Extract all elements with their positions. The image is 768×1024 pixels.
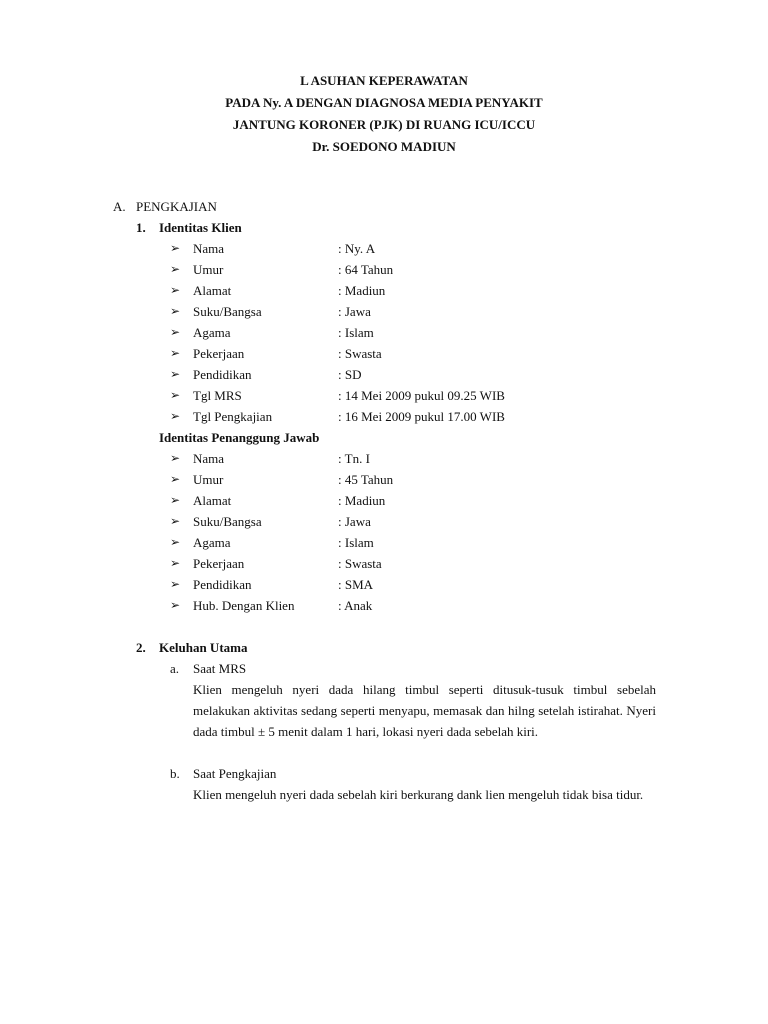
identitas-penanggung-heading: Identitas Penanggung Jawab	[159, 430, 320, 445]
field-label: Agama	[193, 535, 231, 550]
field-value: : 64 Tahun	[338, 262, 394, 277]
saat-mrs-paragraph: Klien mengeluh nyeri dada hilang timbul seperti ditusuk-tusuk timbul sebelah melakukan aktivitas sedang seperti menyapu, memasak dan hilng setelah istirahat. Nyeri dada timbul ± 5 menit dalam 1 hari, lokasi nyeri dada sebelah kiri.	[193, 682, 656, 739]
arrow-bullet-icon: ➢	[170, 388, 181, 402]
field-label: Pendidikan	[193, 577, 252, 592]
document-title	[0, 70, 768, 158]
field-label: Pendidikan	[193, 367, 252, 382]
arrow-bullet-icon: ➢	[170, 598, 181, 612]
field-label: Suku/Bangsa	[193, 304, 262, 319]
field-label: Nama	[193, 241, 225, 256]
arrow-bullet-icon: ➢	[170, 451, 181, 465]
field-label: Tgl Pengkajian	[193, 409, 273, 424]
field-value: : SD	[338, 367, 362, 382]
field-label: Alamat	[193, 493, 232, 508]
field-value: : Tn. I	[338, 451, 370, 466]
saat-pengkajian-paragraph: Klien mengeluh nyeri dada sebelah kiri berkurang dank lien mengeluh tidak bisa tidur.	[193, 787, 644, 802]
field-value: : Jawa	[338, 304, 371, 319]
field-label: Tgl MRS	[193, 388, 242, 403]
field-value: : Anak	[338, 598, 373, 613]
sub-b-marker: b.	[170, 766, 180, 781]
field-value: : Jawa	[338, 514, 371, 529]
arrow-bullet-icon: ➢	[170, 283, 181, 297]
field-label: Agama	[193, 325, 231, 340]
arrow-bullet-icon: ➢	[170, 262, 181, 276]
field-value: : 45 Tahun	[338, 472, 394, 487]
identitas-klien-heading: Identitas Klien	[159, 220, 242, 235]
sub-a-marker: a.	[170, 661, 180, 676]
field-value: : Swasta	[338, 346, 382, 361]
title-line-1: L ASUHAN KEPERAWATAN	[300, 73, 468, 88]
saat-mrs-heading: Saat MRS	[193, 661, 247, 676]
arrow-bullet-icon: ➢	[170, 346, 181, 360]
arrow-bullet-icon: ➢	[170, 493, 181, 507]
keluhan-utama-heading: Keluhan Utama	[159, 640, 248, 655]
field-label: Umur	[193, 262, 224, 277]
field-value: : Madiun	[338, 493, 386, 508]
field-label: Alamat	[193, 283, 232, 298]
item-2-marker: 2.	[136, 640, 146, 655]
title-line-3: JANTUNG KORONER (PJK) DI RUANG ICU/ICCU	[232, 117, 536, 132]
field-value: : Ny. A	[338, 241, 376, 256]
field-label: Pekerjaan	[193, 346, 245, 361]
field-label: Nama	[193, 451, 225, 466]
arrow-bullet-icon: ➢	[170, 472, 181, 486]
arrow-bullet-icon: ➢	[170, 514, 181, 528]
arrow-bullet-icon: ➢	[170, 241, 181, 255]
arrow-bullet-icon: ➢	[170, 304, 181, 318]
title-line-2: PADA Ny. A DENGAN DIAGNOSA MEDIA PENYAKIT	[225, 95, 543, 110]
field-label: Pekerjaan	[193, 556, 245, 571]
section-a-marker: A.	[113, 199, 126, 214]
arrow-bullet-icon: ➢	[170, 535, 181, 549]
section-a-heading: PENGKAJIAN	[136, 199, 217, 214]
saat-pengkajian-heading: Saat Pengkajian	[193, 766, 277, 781]
arrow-bullet-icon: ➢	[170, 577, 181, 591]
title-line-4: Dr. SOEDONO MADIUN	[312, 139, 456, 154]
item-1-marker: 1.	[136, 220, 146, 235]
arrow-bullet-icon: ➢	[170, 409, 181, 423]
field-label: Hub. Dengan Klien	[193, 598, 295, 613]
arrow-bullet-icon: ➢	[170, 325, 181, 339]
field-value: : SMA	[338, 577, 374, 592]
arrow-bullet-icon: ➢	[170, 556, 181, 570]
field-label: Suku/Bangsa	[193, 514, 262, 529]
field-value: : Islam	[338, 535, 374, 550]
field-value: : 14 Mei 2009 pukul 09.25 WIB	[338, 388, 505, 403]
field-value: : Swasta	[338, 556, 382, 571]
field-value: : Madiun	[338, 283, 386, 298]
field-label: Umur	[193, 472, 224, 487]
field-value: : Islam	[338, 325, 374, 340]
arrow-bullet-icon: ➢	[170, 367, 181, 381]
field-value: : 16 Mei 2009 pukul 17.00 WIB	[338, 409, 505, 424]
